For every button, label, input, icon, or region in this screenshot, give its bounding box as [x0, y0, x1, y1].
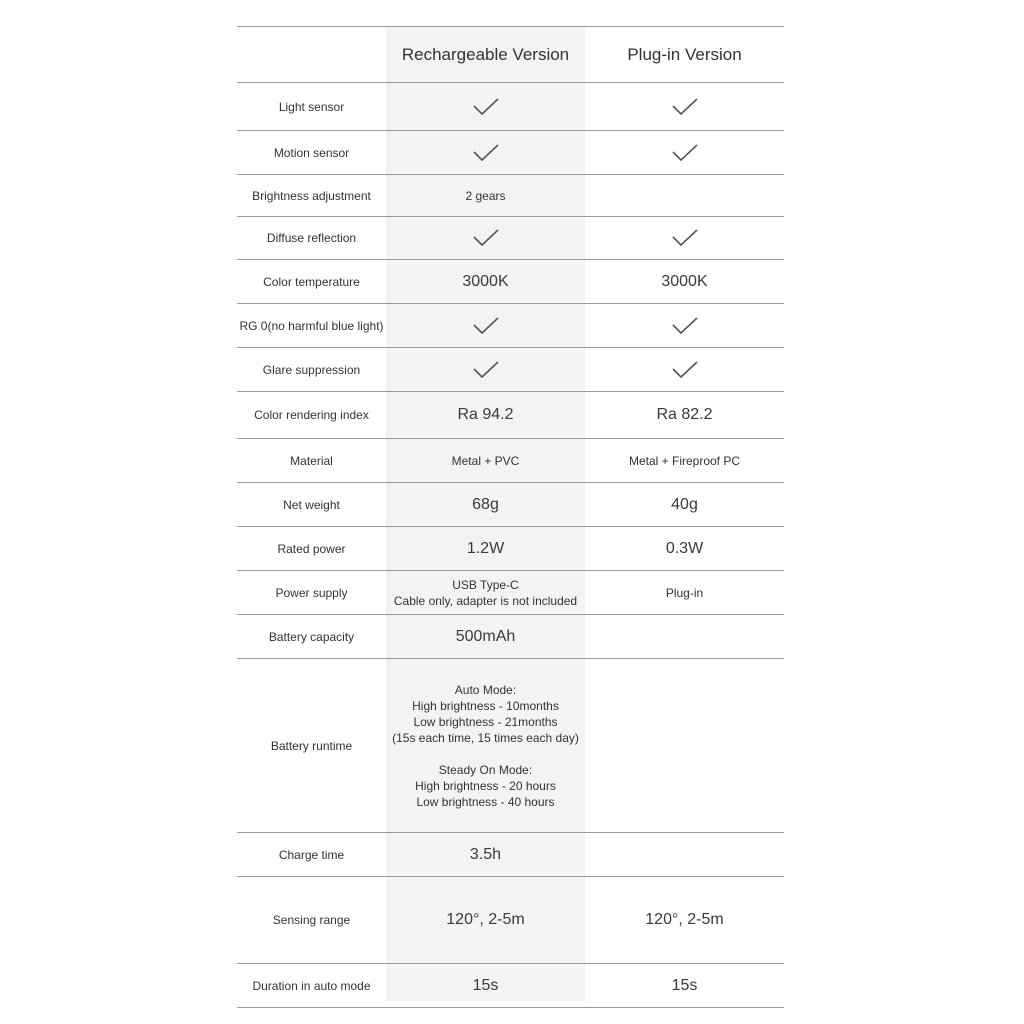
table-row-color-temperature [237, 260, 784, 304]
row-label: Color temperature [263, 274, 360, 289]
table-row-battery-capacity [237, 615, 784, 659]
value-plug-in [585, 131, 784, 174]
table-header-row [237, 26, 784, 83]
table-row-motion-sensor [237, 131, 784, 175]
value-rechargeable: 1.2W [466, 539, 505, 557]
table-row-material [237, 439, 784, 483]
value-plug-in: 40g [671, 495, 698, 513]
value-rechargeable [386, 131, 585, 174]
table-row-diffuse-reflection [237, 217, 784, 260]
value-plug-in [585, 615, 784, 658]
value-rechargeable [386, 83, 585, 130]
value-plug-in [585, 304, 784, 347]
row-label: Glare suppression [262, 362, 361, 377]
value-rechargeable: Metal + PVC [451, 453, 520, 468]
value-plug-in: 120°, 2-5m [645, 911, 724, 928]
checkmark-icon [671, 228, 699, 248]
row-label: Battery capacity [268, 629, 355, 644]
table-row-color-rendering-index [237, 392, 784, 439]
table-row-glare-suppression [237, 348, 784, 392]
checkmark-icon [472, 228, 500, 248]
row-label: Brightness adjustment [252, 188, 371, 203]
checkmark-icon [472, 143, 500, 163]
value-plug-in: 15s [671, 976, 698, 994]
checkmark-icon [671, 143, 699, 163]
value-rechargeable [386, 348, 585, 391]
value-rechargeable: 120°, 2-5m [446, 911, 525, 928]
value-rechargeable: Ra 94.2 [457, 406, 514, 423]
value-rechargeable: Auto Mode: High brightness - 10months Low brightness - 21months (15s each time, 15 times each day) Steady On Mode: High brightness - 20 hours Low brightness - 40 hours [392, 682, 579, 809]
value-plug-in [585, 83, 784, 130]
table-row-sensing-range [237, 877, 784, 964]
value-rechargeable: USB Type-C Cable only, adapter is not included [393, 577, 578, 608]
value-rechargeable: 500mAh [455, 627, 516, 645]
row-label: Sensing range [272, 913, 351, 927]
row-label: Diffuse reflection [266, 231, 357, 245]
table-row-brightness-adjustment [237, 175, 784, 217]
table-row-rated-power [237, 527, 784, 571]
header-empty-cell [237, 27, 386, 82]
value-plug-in: Ra 82.2 [656, 406, 713, 423]
checkmark-icon [472, 360, 500, 380]
value-rechargeable [386, 304, 585, 347]
value-plug-in: Metal + Fireproof PC [628, 453, 741, 468]
row-label: Battery runtime [270, 738, 353, 753]
checkmark-icon [671, 316, 699, 336]
checkmark-icon [472, 316, 500, 336]
value-rechargeable: 15s [472, 976, 499, 994]
value-plug-in: Plug-in [665, 585, 704, 600]
table-row-duration-auto-mode [237, 964, 784, 1008]
value-plug-in [585, 833, 784, 876]
row-label: Duration in auto mode [252, 978, 371, 993]
row-label: Net weight [283, 497, 340, 512]
value-rechargeable: 2 gears [465, 188, 506, 203]
value-rechargeable: 3.5h [469, 845, 502, 863]
checkmark-icon [472, 97, 500, 117]
value-plug-in [585, 217, 784, 259]
row-label: Material [290, 453, 333, 468]
row-label: Rated power [277, 541, 346, 556]
value-plug-in: 3000K [661, 272, 708, 290]
value-rechargeable: 3000K [462, 272, 509, 290]
table-row-net-weight [237, 483, 784, 527]
row-label: RG 0(no harmful blue light) [239, 318, 384, 333]
row-label: Motion sensor [273, 145, 350, 160]
value-plug-in: 0.3W [665, 539, 704, 557]
value-plug-in [585, 175, 784, 216]
table-row-rg0 [237, 304, 784, 348]
checkmark-icon [671, 97, 699, 117]
row-label: Light sensor [278, 99, 345, 114]
table-row-light-sensor [237, 83, 784, 131]
table-row-battery-runtime [237, 659, 784, 833]
value-rechargeable [386, 217, 585, 259]
header-plug-in: Plug-in Version [627, 44, 742, 64]
value-plug-in [585, 659, 784, 832]
comparison-table [237, 26, 784, 1008]
header-rechargeable: Rechargeable Version [401, 44, 570, 64]
value-plug-in [585, 348, 784, 391]
value-rechargeable: 68g [472, 495, 499, 513]
checkmark-icon [671, 360, 699, 380]
row-label: Color rendering index [254, 408, 369, 422]
table-row-charge-time [237, 833, 784, 877]
row-label: Power supply [275, 585, 348, 600]
table-row-power-supply [237, 571, 784, 615]
row-label: Charge time [278, 847, 345, 862]
